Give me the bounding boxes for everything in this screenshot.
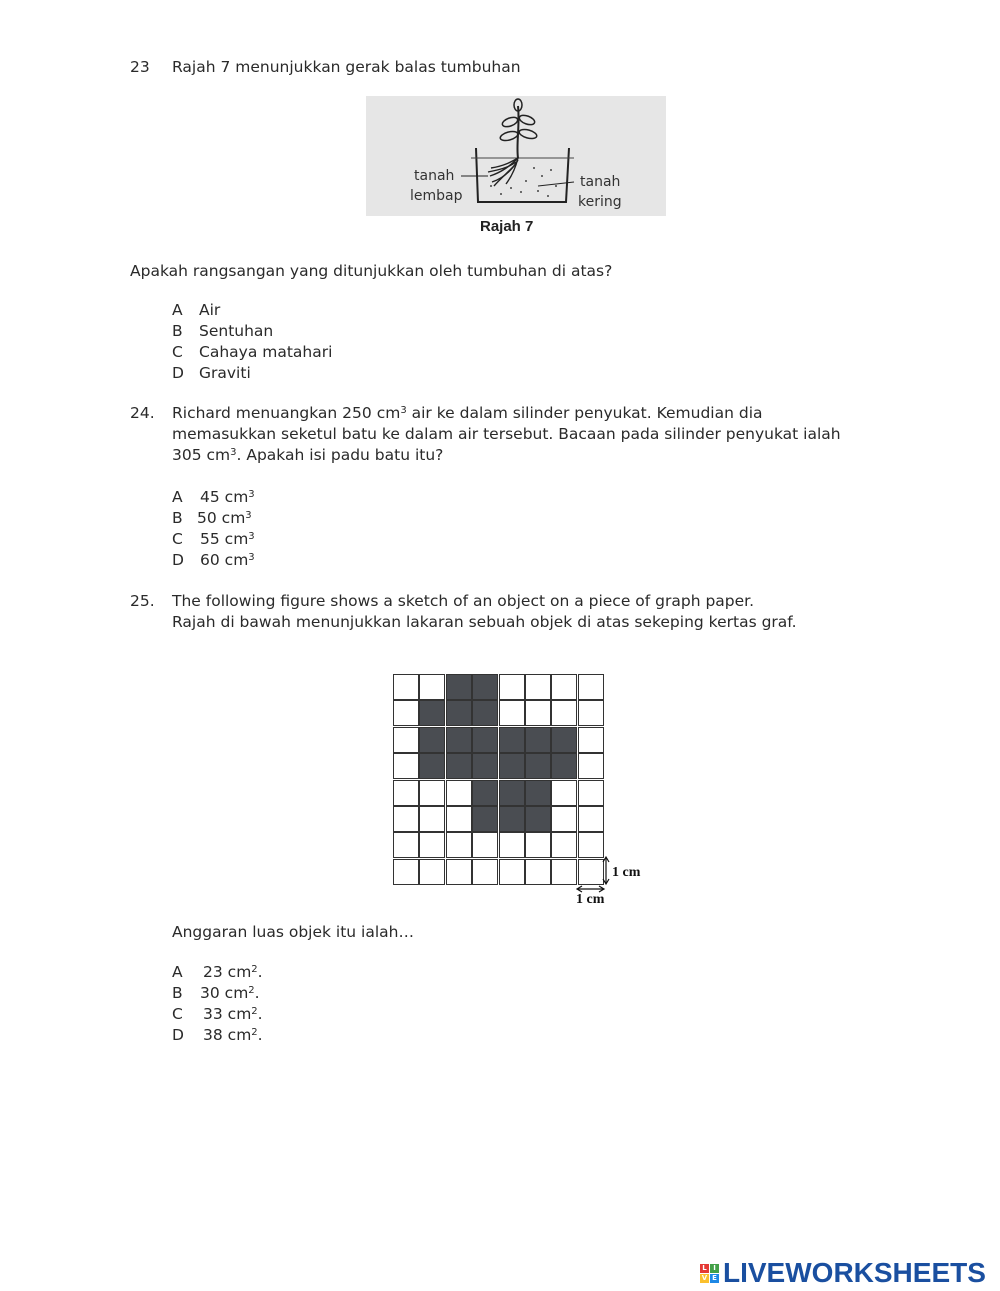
grid-cell-shaded	[446, 700, 472, 726]
grid-cell-shaded	[499, 806, 525, 832]
q25-option-c-unit: cm	[227, 1005, 252, 1023]
grid-cell-shaded	[551, 753, 577, 779]
grid-cell-shaded	[472, 674, 498, 700]
grid-cell	[551, 780, 577, 806]
grid-cell	[419, 674, 445, 700]
grid-cell	[393, 700, 419, 726]
q25-option-c-letter: C	[172, 1005, 183, 1023]
grid-cell	[525, 859, 551, 885]
q23-question: Apakah rangsangan yang ditunjukkan oleh tumbuhan di atas?	[130, 262, 613, 280]
q24-option-c-sup: 3	[248, 531, 255, 542]
label-tanah-kering-1: tanah	[580, 174, 621, 190]
q24-option-c-unit: cm	[224, 530, 249, 548]
grid-cell	[419, 780, 445, 806]
q25-option-b[interactable]	[200, 983, 260, 1003]
grid-cell-shaded	[419, 700, 445, 726]
q24-option-a-value: 45	[200, 488, 220, 506]
label-tanah-lembap-2: lembap	[410, 188, 463, 204]
q23-option-a-letter: A	[172, 301, 183, 319]
q25-option-a-end: .	[257, 963, 263, 981]
grid-cell	[525, 674, 551, 700]
grid-cell	[419, 806, 445, 832]
q23-option-b-letter: B	[172, 322, 183, 340]
grid-cell	[499, 700, 525, 726]
label-tanah-lembap-1: tanah	[414, 168, 455, 184]
q24-number: 24.	[130, 404, 155, 422]
q25-option-b-end: .	[254, 984, 260, 1002]
q25-option-d[interactable]	[203, 1025, 263, 1045]
unit-label-vertical: 1 cm	[612, 865, 641, 880]
grid-cell	[472, 859, 498, 885]
q23-option-d[interactable]: Graviti	[199, 364, 251, 382]
q24-option-d-sup: 3	[248, 552, 255, 563]
q24-line-3-a: 305 cm	[172, 446, 231, 464]
q23-option-b[interactable]: Sentuhan	[199, 322, 274, 340]
q25-option-d-sup: 2	[251, 1027, 258, 1038]
q25-line-en: The following figure shows a sketch of an object on a piece of graph paper.	[172, 592, 755, 610]
q24-line-3-b: . Apakah isi padu batu itu?	[236, 446, 444, 464]
grid-cell	[578, 700, 604, 726]
q25-line-ms: Rajah di bawah menunjukkan lakaran sebuah objek di atas sekeping kertas graf.	[172, 613, 797, 631]
q25-option-a-sup: 2	[251, 964, 258, 975]
grid-cell	[446, 832, 472, 858]
q25-option-b-sup: 2	[248, 985, 255, 996]
q25-option-a-unit: cm	[227, 963, 252, 981]
grid-cell-shaded	[446, 727, 472, 753]
grid-cell	[525, 832, 551, 858]
grid-cell	[551, 806, 577, 832]
grid-cell	[419, 859, 445, 885]
grid-cell	[393, 780, 419, 806]
grid-cell	[393, 753, 419, 779]
q25-option-c-value: 33	[203, 1005, 223, 1023]
q25-option-b-unit: cm	[224, 984, 249, 1002]
q25-option-a-value: 23	[203, 963, 223, 981]
q23-option-c[interactable]: Cahaya matahari	[199, 343, 333, 361]
q24-line-2: memasukkan seketul batu ke dalam air tersebut. Bacaan pada silinder penyukat ialah	[172, 425, 841, 443]
grid-cell-shaded	[472, 806, 498, 832]
q25-option-c-sup: 2	[251, 1006, 258, 1017]
q24-option-b-unit: cm	[221, 509, 246, 527]
grid-cell	[578, 806, 604, 832]
logo-block-e: E	[710, 1274, 719, 1283]
grid-cell	[578, 753, 604, 779]
q24-option-b-letter: B	[172, 509, 183, 527]
q24-option-a-sup: 3	[248, 489, 255, 500]
grid-cell	[578, 780, 604, 806]
grid-cell	[499, 674, 525, 700]
unit-label-horizontal: 1 cm	[576, 892, 605, 907]
q24-option-a[interactable]	[200, 487, 255, 507]
q25-option-c[interactable]	[203, 1004, 263, 1024]
grid-cell	[446, 806, 472, 832]
grid-cell-shaded	[472, 700, 498, 726]
q24-option-a-unit: cm	[224, 488, 249, 506]
logo-blocks	[700, 1264, 719, 1283]
q25-option-a-letter: A	[172, 963, 183, 981]
grid-cell	[472, 832, 498, 858]
grid-cell-shaded	[472, 727, 498, 753]
grid-cell	[499, 832, 525, 858]
grid-cell	[393, 674, 419, 700]
grid-cell-shaded	[525, 806, 551, 832]
grid-cell-shaded	[419, 727, 445, 753]
q24-line-1-b: air ke dalam silinder penyukat. Kemudian dia	[406, 404, 763, 422]
logo-block-v: V	[701, 1273, 708, 1282]
grid-cell	[446, 780, 472, 806]
grid-cell-shaded	[525, 780, 551, 806]
q25-option-d-value: 38	[203, 1026, 223, 1044]
q25-option-d-unit: cm	[227, 1026, 252, 1044]
q24-option-c[interactable]	[200, 529, 255, 549]
grid-cell-shaded	[472, 780, 498, 806]
figure-caption: Rajah 7	[480, 218, 534, 235]
logo-block-l: L	[700, 1264, 709, 1273]
grid-cell	[578, 727, 604, 753]
grid-cell	[446, 859, 472, 885]
grid-cell-shaded	[446, 674, 472, 700]
q24-line-1	[172, 403, 763, 423]
q24-line-1-sup: 3	[400, 405, 407, 416]
grid-cell	[525, 700, 551, 726]
q24-option-b-value: 50	[197, 509, 217, 527]
q25-option-b-letter: B	[172, 984, 183, 1002]
figure-rajah-7	[366, 96, 666, 216]
q24-line-1-a: Richard menuangkan 250 cm	[172, 404, 401, 422]
grid-cell-shaded	[499, 727, 525, 753]
grid-cell-shaded	[472, 753, 498, 779]
grid-cell	[551, 700, 577, 726]
q25-number: 25.	[130, 592, 155, 610]
logo-block-i: I	[710, 1264, 719, 1273]
grid-cell	[393, 859, 419, 885]
logo-wordmark: LIVEWORKSHEETS	[723, 1257, 986, 1288]
q24-option-b[interactable]	[197, 508, 252, 528]
q25-option-d-end: .	[257, 1026, 263, 1044]
q24-option-c-letter: C	[172, 530, 183, 548]
q24-option-d-unit: cm	[224, 551, 249, 569]
q24-option-b-sup: 3	[245, 510, 252, 521]
q25-option-b-value: 30	[200, 984, 220, 1002]
grid-cell-shaded	[551, 727, 577, 753]
grid-cell-shaded	[446, 753, 472, 779]
q25-option-c-end: .	[257, 1005, 263, 1023]
q24-option-d-value: 60	[200, 551, 220, 569]
q25-option-a[interactable]	[203, 962, 263, 982]
liveworksheets-logo	[700, 1258, 986, 1288]
grid-cell-shaded	[499, 753, 525, 779]
grid-cell	[551, 674, 577, 700]
grid-cell	[393, 832, 419, 858]
q24-option-c-value: 55	[200, 530, 220, 548]
grid-cell-shaded	[419, 753, 445, 779]
q23-option-c-letter: C	[172, 343, 183, 361]
grid-cell	[499, 859, 525, 885]
q24-line-3	[172, 445, 443, 465]
q24-option-d[interactable]	[200, 550, 255, 570]
grid-cell-shaded	[499, 780, 525, 806]
label-tanah-kering-2: kering	[578, 194, 622, 210]
q23-number: 23	[130, 58, 150, 76]
grid-cell	[393, 806, 419, 832]
grid-cell-shaded	[525, 727, 551, 753]
q24-line-3-sup: 3	[230, 447, 237, 458]
grid-cell	[578, 674, 604, 700]
grid-cell-shaded	[525, 753, 551, 779]
q24-option-d-letter: D	[172, 551, 184, 569]
grid-cell	[393, 727, 419, 753]
q23-option-d-letter: D	[172, 364, 184, 382]
q24-option-a-letter: A	[172, 488, 183, 506]
grid-cell	[419, 832, 445, 858]
q23-option-a[interactable]: Air	[199, 301, 221, 319]
q23-text: Rajah 7 menunjukkan gerak balas tumbuhan	[172, 58, 521, 76]
q25-option-d-letter: D	[172, 1026, 184, 1044]
q25-question: Anggaran luas objek itu ialah…	[172, 923, 414, 941]
